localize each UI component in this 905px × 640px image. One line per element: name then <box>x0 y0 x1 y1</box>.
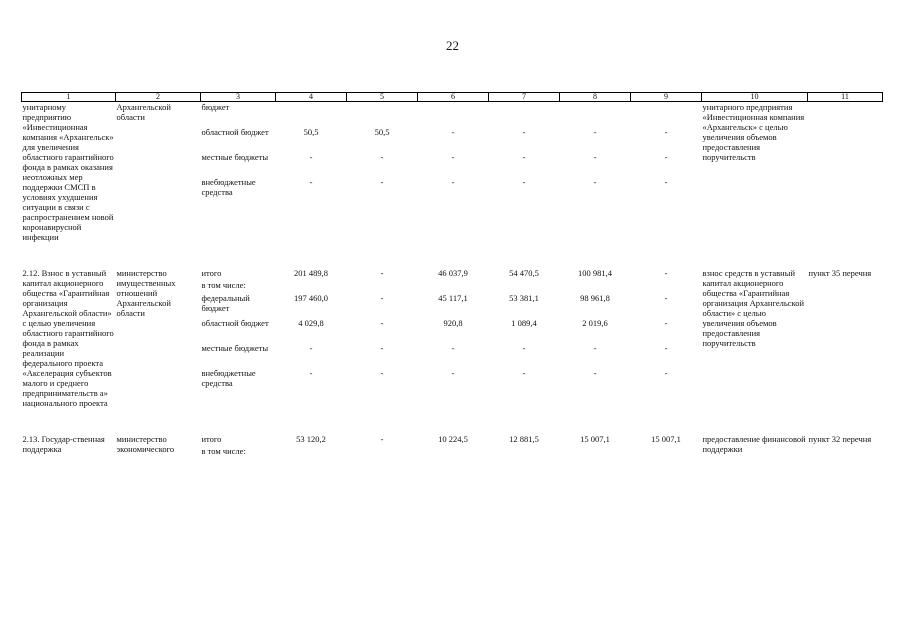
amount-value: - <box>451 177 455 187</box>
amount-value: - <box>522 177 526 187</box>
col-header: 4 <box>276 93 347 102</box>
amount-cell <box>347 102 418 243</box>
amount-cell <box>631 434 702 459</box>
amount-cell <box>418 434 489 459</box>
funding-source-label: итого <box>201 268 222 278</box>
amount-value <box>632 102 701 127</box>
amount-value: - <box>451 368 455 378</box>
amount-value: - <box>380 177 384 187</box>
funding-source-cell <box>201 434 276 459</box>
funding-source-cell <box>201 268 276 408</box>
amount-cell <box>489 102 560 243</box>
amount-value: 50,5 <box>303 127 319 137</box>
column-numbers-row <box>22 93 883 102</box>
funding-source-label: внебюджетные средства <box>201 177 256 197</box>
page-number: 22 <box>446 38 459 53</box>
amount-value: 4 029,8 <box>298 318 324 328</box>
amount-value: 10 224,5 <box>438 434 468 444</box>
funding-source-cell <box>201 102 276 243</box>
amount-value: - <box>380 434 384 444</box>
table-row <box>22 268 883 408</box>
amount-value: - <box>664 343 668 353</box>
row-spacer-cell <box>22 242 883 268</box>
funding-source-label: итого <box>201 434 222 444</box>
amount-value: - <box>664 293 668 303</box>
amount-value: 98 961,8 <box>580 293 610 303</box>
amount-value <box>419 446 488 459</box>
amount-cell <box>631 268 702 408</box>
amount-value <box>277 102 346 127</box>
amount-value: 920,8 <box>443 318 463 328</box>
measure-name-cell: унитарному предприятию «Инвестиционная компания «Архангельск» для увеличения областного гарантийного фонда в рамках оказания неотложных мер поддержки СМСП в условиях ухудшения ситуации в связи с распространением новой коронавирусной инфекции <box>22 102 114 242</box>
amount-value: - <box>309 152 313 162</box>
amount-value <box>348 446 417 459</box>
amount-value: - <box>451 152 455 162</box>
amount-value: - <box>309 368 313 378</box>
expected-result-cell: предоставление финансовой поддержки <box>702 434 806 454</box>
measure-name-cell: 2.13. Государ-ственная поддержка <box>22 434 105 454</box>
funding-source-label: областной бюджет <box>201 318 269 328</box>
amount-cell <box>489 268 560 408</box>
amount-value: 45 117,1 <box>438 293 468 303</box>
row-spacer <box>22 408 883 434</box>
col-header: 8 <box>560 93 631 102</box>
amount-value: - <box>664 127 668 137</box>
amount-value: - <box>593 177 597 187</box>
amount-value <box>490 280 559 293</box>
amount-value: 54 470,5 <box>509 268 539 278</box>
amount-cell <box>560 434 631 459</box>
col-header: 6 <box>418 93 489 102</box>
amount-value: 100 981,4 <box>578 268 612 278</box>
amount-value <box>632 280 701 293</box>
amount-value: - <box>593 368 597 378</box>
amount-value <box>277 280 346 293</box>
amount-value <box>490 102 559 127</box>
executor-cell: министерство экономического <box>116 434 175 454</box>
funding-source-label: местные бюджеты <box>201 343 269 353</box>
amount-cell <box>276 268 347 408</box>
amount-value <box>561 446 630 459</box>
amount-value: - <box>522 127 526 137</box>
amount-value: 46 037,9 <box>438 268 468 278</box>
amount-cell <box>347 434 418 459</box>
col-header: 9 <box>631 93 702 102</box>
reference-cell <box>808 102 883 243</box>
amount-cell <box>418 102 489 243</box>
amount-value: - <box>664 268 668 278</box>
amount-cell <box>276 434 347 459</box>
amount-value <box>419 102 488 127</box>
amount-value: - <box>380 293 384 303</box>
executor-cell: Архангельской области <box>116 102 171 122</box>
program-table <box>21 92 883 459</box>
amount-cell <box>347 268 418 408</box>
amount-value <box>348 102 417 127</box>
amount-value: - <box>664 368 668 378</box>
amount-value: - <box>380 152 384 162</box>
amount-value <box>632 446 701 459</box>
amount-value <box>561 102 630 127</box>
amount-value: 1 089,4 <box>511 318 537 328</box>
funding-source-label: бюджет <box>201 102 230 112</box>
reference-cell: пункт 35 перечня <box>808 268 872 278</box>
amount-value: 53 120,2 <box>296 434 326 444</box>
amount-value: 15 007,1 <box>651 434 681 444</box>
amount-value: - <box>664 318 668 328</box>
amount-cell <box>418 268 489 408</box>
table-row <box>22 434 883 459</box>
funding-source-label: федеральный бюджет <box>201 293 250 313</box>
amount-value: 50,5 <box>374 127 390 137</box>
amount-value: - <box>309 343 313 353</box>
funding-source-label: в том числе: <box>201 446 246 456</box>
amount-value: - <box>664 177 668 187</box>
expected-result-cell: унитарного предприятия «Инвестиционная компания «Архангельск» с целью увеличения объемов предоставления поручительств <box>702 102 805 162</box>
amount-value: - <box>593 343 597 353</box>
amount-value <box>561 280 630 293</box>
amount-cell <box>560 102 631 243</box>
table-row <box>22 102 883 243</box>
funding-source-label: областной бюджет <box>201 127 269 137</box>
amount-value <box>419 280 488 293</box>
col-header: 1 <box>22 93 116 102</box>
col-header: 5 <box>347 93 418 102</box>
amount-value <box>490 446 559 459</box>
amount-value: - <box>380 343 384 353</box>
col-header: 7 <box>489 93 560 102</box>
funding-source-label: внебюджетные средства <box>201 368 256 388</box>
amount-value <box>348 280 417 293</box>
amount-value: - <box>451 127 455 137</box>
amount-value: - <box>593 152 597 162</box>
row-spacer <box>22 242 883 268</box>
amount-value: 12 881,5 <box>509 434 539 444</box>
amount-value: - <box>593 127 597 137</box>
col-header: 3 <box>201 93 276 102</box>
expected-result-cell: взнос средств в уставный капитал акционерного общества «Гарантийная организация Архангельской области» с целью увеличения объемов предоставления поручительств <box>702 268 805 348</box>
amount-value: - <box>664 152 668 162</box>
amount-value: - <box>522 368 526 378</box>
col-header: 11 <box>808 93 883 102</box>
amount-value: - <box>522 152 526 162</box>
amount-value: 197 460,0 <box>294 293 328 303</box>
amount-cell <box>631 102 702 243</box>
amount-value: 201 489,8 <box>294 268 328 278</box>
funding-source-label: в том числе: <box>201 280 246 290</box>
amount-value: - <box>309 177 313 187</box>
amount-value: 2 019,6 <box>582 318 608 328</box>
amount-cell <box>489 434 560 459</box>
amount-value: 53 381,1 <box>509 293 539 303</box>
funding-source-label: местные бюджеты <box>201 152 269 162</box>
amount-cell <box>560 268 631 408</box>
measure-name-cell: 2.12. Взнос в уставный капитал акционерного общества «Гарантийная организация Архангельской области» с целью увеличения областного гарантийного фонда в рамках реализации федерального проекта «Акселерация субъектов малого и среднего предпринимательств а» национального проекта <box>22 268 114 408</box>
amount-cell <box>276 102 347 243</box>
amount-value: - <box>380 268 384 278</box>
reference-cell: пункт 32 перечня <box>808 434 872 444</box>
amount-value: 15 007,1 <box>580 434 610 444</box>
amount-value <box>277 446 346 459</box>
col-header: 10 <box>702 93 808 102</box>
row-spacer-cell <box>22 408 883 434</box>
amount-value: - <box>380 368 384 378</box>
col-header: 2 <box>116 93 201 102</box>
amount-value: - <box>522 343 526 353</box>
executor-cell: министерство имущественных отношений Архангельской области <box>116 268 176 318</box>
amount-value: - <box>451 343 455 353</box>
amount-value: - <box>380 318 384 328</box>
